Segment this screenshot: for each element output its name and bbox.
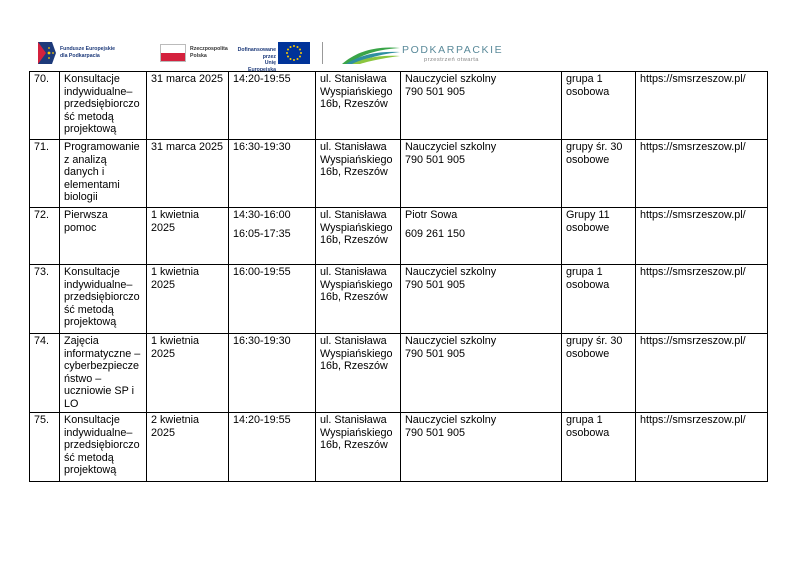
address-cell: ul. Stanisława Wyspiańskiego 16b, Rzeszów — [316, 334, 401, 413]
date-cell: 31 marca 2025 — [147, 72, 229, 140]
date-cell: 1 kwietnia 2025 — [147, 208, 229, 265]
leader-phone: 790 501 905 — [405, 278, 466, 291]
time-cell — [229, 413, 316, 482]
time-slot: 14:20-19:55 — [233, 414, 291, 426]
leader-name: Nauczyciel szkolny — [405, 335, 497, 347]
group-cell: grupa 1 osobowa — [562, 413, 636, 482]
topic-cell: Zajęcia informatyczne – cyberbezpieczeństwo – uczniowie SP i LO — [60, 334, 147, 413]
group-cell: Grupy 11 osobowe — [562, 208, 636, 265]
group-cell: grupy śr. 30 osobowe — [562, 140, 636, 208]
time-slot: 16:00-19:55 — [233, 266, 291, 278]
leader-cell — [401, 208, 562, 265]
fe-flag-icon — [38, 42, 56, 64]
address-cell: ul. Stanisława Wyspiańskiego 16b, Rzeszów — [316, 72, 401, 140]
address-cell: ul. Stanisława Wyspiańskiego 16b, Rzeszów — [316, 140, 401, 208]
leader-cell — [401, 413, 562, 482]
date-cell: 1 kwietnia 2025 — [147, 265, 229, 334]
row-number: 73. — [30, 265, 60, 334]
time-slot: 16:30-19:30 — [233, 141, 291, 153]
leader-phone: 790 501 905 — [405, 153, 466, 166]
unia-europejska-logo — [236, 42, 316, 73]
rp-logo-text: Rzeczpospolita Polska — [190, 46, 228, 59]
leader-phone: 609 261 150 — [405, 227, 466, 240]
podkarpackie-title: PODKARPACKIE — [402, 44, 504, 56]
rzeczpospolita-polska-logo — [160, 44, 228, 66]
time-slot: 14:20-19:55 — [233, 73, 291, 85]
topic-cell: Programowanie z analizą danych i elementami biologii — [60, 140, 147, 208]
time-slot: 14:30-16:00 — [233, 209, 291, 221]
topic-cell: Pierwsza pomoc — [60, 208, 147, 265]
table-row — [30, 140, 768, 208]
table-row — [30, 334, 768, 413]
fe-logo-text: Fundusze Europejskie dla Podkarpacia — [60, 46, 116, 59]
url-cell[interactable]: https://smsrzeszow.pl/ — [636, 208, 768, 265]
row-number: 75. — [30, 413, 60, 482]
table-row — [30, 208, 768, 265]
row-number: 74. — [30, 334, 60, 413]
table-row — [30, 72, 768, 140]
time-slot: 16:05-17:35 — [233, 227, 291, 240]
ue-logo-text: Dofinansowane przez Unię Europejską — [237, 47, 276, 73]
leader-phone: 790 501 905 — [405, 347, 466, 360]
podkarpackie-swoosh-icon — [340, 42, 402, 66]
row-number: 71. — [30, 140, 60, 208]
schedule-table — [29, 71, 768, 482]
date-cell: 1 kwietnia 2025 — [147, 334, 229, 413]
podkarpackie-logo — [340, 40, 510, 66]
leader-phone: 790 501 905 — [405, 426, 466, 439]
url-cell[interactable]: https://smsrzeszow.pl/ — [636, 413, 768, 482]
time-cell — [229, 265, 316, 334]
topic-cell: Konsultacje indywidualne–przedsiębiorczość metodą projektową — [60, 72, 147, 140]
logo-separator — [322, 42, 323, 64]
time-cell — [229, 72, 316, 140]
leader-name: Nauczyciel szkolny — [405, 141, 497, 153]
address-cell: ul. Stanisława Wyspiańskiego 16b, Rzeszów — [316, 265, 401, 334]
topic-cell: Konsultacje indywidualne–przedsiębiorczość metodą projektową — [60, 413, 147, 482]
podkarpackie-subtitle: przestrzeń otwarta — [424, 57, 479, 63]
table-row — [30, 265, 768, 334]
time-cell — [229, 334, 316, 413]
leader-phone: 790 501 905 — [405, 85, 466, 98]
url-cell[interactable]: https://smsrzeszow.pl/ — [636, 72, 768, 140]
table-row — [30, 413, 768, 482]
leader-cell — [401, 72, 562, 140]
eu-flag-icon — [278, 42, 310, 64]
url-cell[interactable]: https://smsrzeszow.pl/ — [636, 140, 768, 208]
time-cell — [229, 140, 316, 208]
date-cell: 31 marca 2025 — [147, 140, 229, 208]
leader-name: Nauczyciel szkolny — [405, 266, 497, 278]
address-cell: ul. Stanisława Wyspiańskiego 16b, Rzeszów — [316, 208, 401, 265]
url-cell[interactable]: https://smsrzeszow.pl/ — [636, 334, 768, 413]
polish-flag-icon — [160, 44, 186, 62]
url-cell[interactable]: https://smsrzeszow.pl/ — [636, 265, 768, 334]
topic-cell: Konsultacje indywidualne–przedsiębiorczość metodą projektową — [60, 265, 147, 334]
address-cell: ul. Stanisława Wyspiańskiego 16b, Rzeszów — [316, 413, 401, 482]
logo-bar — [0, 0, 800, 72]
row-number: 72. — [30, 208, 60, 265]
time-cell — [229, 208, 316, 265]
fundusze-europejskie-logo — [38, 42, 150, 64]
leader-name: Piotr Sowa — [405, 209, 458, 221]
leader-cell — [401, 265, 562, 334]
time-slot: 16:30-19:30 — [233, 335, 291, 347]
leader-name: Nauczyciel szkolny — [405, 414, 497, 426]
leader-name: Nauczyciel szkolny — [405, 73, 497, 85]
leader-cell — [401, 334, 562, 413]
group-cell: grupa 1 osobowa — [562, 265, 636, 334]
group-cell: grupa 1 osobowa — [562, 72, 636, 140]
group-cell: grupy śr. 30 osobowe — [562, 334, 636, 413]
date-cell: 2 kwietnia 2025 — [147, 413, 229, 482]
leader-cell — [401, 140, 562, 208]
row-number: 70. — [30, 72, 60, 140]
